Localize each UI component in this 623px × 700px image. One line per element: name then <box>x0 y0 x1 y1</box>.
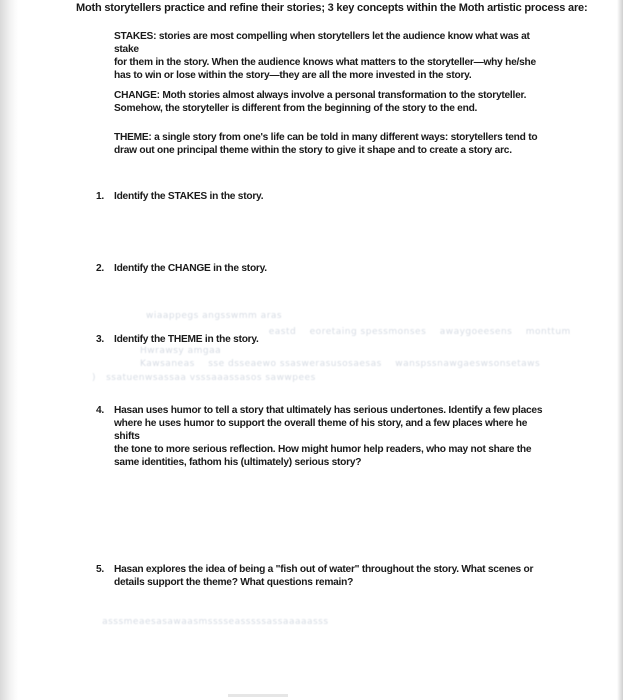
question-line: Hasan explores the idea of being a "fish out of water" throughout the story. What scenes or <box>114 564 534 575</box>
question-text <box>114 563 554 589</box>
concept-stakes-line-2: for them in the story. When the audience knows what matters to the storyteller—why he/she <box>114 57 536 68</box>
question-line: Hasan uses humor to tell a story that ultimately has serious undertones. Identify a few places <box>114 405 543 416</box>
concept-stakes <box>114 30 554 82</box>
question-5 <box>96 563 556 588</box>
page-shadow-right <box>617 0 623 700</box>
question-line: Identify the STAKES in the story. <box>114 191 264 202</box>
concept-change-line-1: Moth stories almost always involve a personal transformation to the storyteller. <box>162 90 527 101</box>
question-text <box>114 190 554 203</box>
concept-change-line-2: Somehow, the storyteller is different from the beginning of the story to the end. <box>114 103 478 114</box>
question-line: the tone to more serious reflection. How might humor help readers, who may not share the <box>114 444 532 455</box>
bleed-through-text: ) ssatuenwsassaa vsssaaassasos sawwpees <box>92 373 316 383</box>
question-line: Identify the THEME in the story. <box>114 334 259 345</box>
concept-stakes-label: STAKES: <box>114 31 157 42</box>
question-number: 5. <box>96 564 104 575</box>
question-4 <box>96 404 556 468</box>
concept-change-label: CHANGE: <box>114 90 160 101</box>
bleed-through-text: wiaappegs angsswmm aras <box>146 311 283 321</box>
question-number: 4. <box>96 405 104 416</box>
question-number: 1. <box>96 191 104 202</box>
bleed-through-text: Kawsaneas sse dsseaewo ssaswerasusosaesas wanspssnawgaeswsonsetaws <box>140 359 541 369</box>
question-line: details support the theme? What questions remain? <box>114 577 354 588</box>
concept-theme-line-1: a single story from one's life can be told in many different ways: storytellers tend to <box>154 132 538 143</box>
question-line: where he uses humor to support the overall theme of his story, and a few places where he shifts <box>114 418 528 442</box>
concept-stakes-line-1: stories are most compelling when storytellers let the audience know what was at stake <box>114 31 530 55</box>
bleed-through-text: Hwrawsy amgaa <box>140 346 353 356</box>
question-text <box>114 404 554 469</box>
concept-theme-line-2: draw out one principal theme within the story to give it shape and to create a story arc. <box>114 145 512 156</box>
question-text <box>114 262 554 275</box>
bleed-through-text: asssmeaesasawaasmsssseasssssassaaaaasss <box>92 617 329 627</box>
question-line: same identities, fathom his (ultimately) serious story? <box>114 457 362 468</box>
bleed-through-text: eastd eoretaing spessmonses awaygoeesens monttum <box>262 327 571 337</box>
concept-theme-label: THEME: <box>114 132 152 143</box>
concept-theme <box>114 131 554 157</box>
intro-heading: Moth storytellers practice and refine their stories; 3 key concepts within the Moth artistic process are: <box>76 2 588 14</box>
question-number: 3. <box>96 334 104 345</box>
question-2 <box>96 262 556 275</box>
concept-change <box>114 89 554 115</box>
question-line: Identify the CHANGE in the story. <box>114 263 267 274</box>
page-bottom-mark <box>228 694 288 697</box>
question-1 <box>96 190 556 203</box>
question-number: 2. <box>96 263 104 274</box>
concept-stakes-line-3: has to win or lose within the story—they are all the more invested in the story. <box>114 70 472 81</box>
page-shadow-left <box>0 0 18 700</box>
